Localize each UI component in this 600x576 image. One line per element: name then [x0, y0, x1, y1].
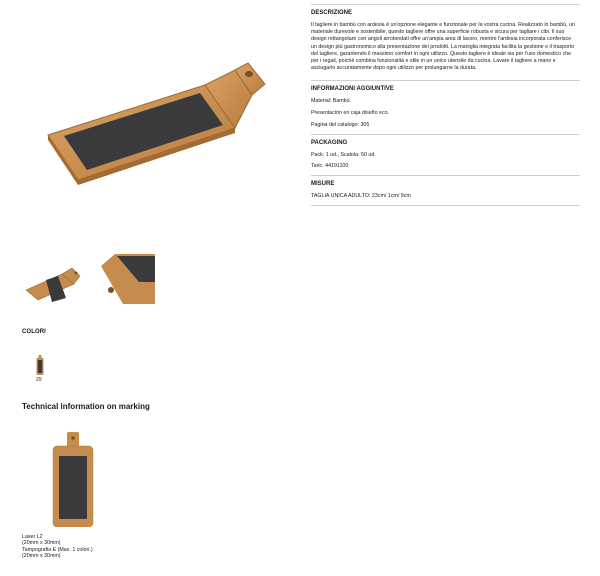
- divider: [311, 134, 580, 135]
- size-title: MISURE: [311, 180, 335, 187]
- packaging-title: PACKAGING: [311, 139, 348, 146]
- product-details-column: [311, 4, 581, 206]
- packaging-line: Taric: 44191100: [311, 163, 349, 170]
- info-title: INFORMAZIONI AGGIUNTIVE: [311, 86, 394, 93]
- divider: [311, 4, 580, 5]
- divider: [311, 205, 580, 206]
- size-line: TAGLIA UNICA ADULTO: 23cm/ 1cm/ 9cm: [311, 192, 411, 199]
- divider: [311, 80, 580, 81]
- product-thumbnail-2[interactable]: [95, 252, 155, 304]
- packaging-line: Pack: 1 ud., Scatola: 50 ud.: [311, 151, 376, 158]
- color-swatch[interactable]: [36, 355, 44, 375]
- marking-product-image: [48, 432, 98, 527]
- description-title: DESCRIZIONE: [311, 10, 353, 16]
- marking-line: Laser L2: [22, 534, 43, 540]
- marking-title: Technical information on marking: [22, 402, 150, 411]
- product-main-image: [30, 40, 270, 205]
- product-thumbnail-1[interactable]: [22, 256, 84, 306]
- description-text: Il tagliere in bambù con ardesia è un'opzione elegante e funzionale per la vostra cucina. Realizzato in bambù, un materiale durevole e sostenibile, questo tagliere offre una superficie robusta e sicura per tagliare i cibi. Il suo design rettangolare con angoli arrotondati offre un'ampia area di lavoro, mentre l'ardesia incorporata conferisce un design più gastronomico alla presentazione dei prodotti. La maniglia integrata facilita la gestione e il trasporto del tagliere, garantendo il massimo comfort in ogni utilizzo. Questo tagliere è ideale sia per l'uso domestico che per i regali, poiché combina funzionalità e stile in un unico utensile da cucina. Lavare il tagliere a mano e asciugarlo accuratamente dopo ogni utilizzo per prolungarne la durata.: [311, 22, 575, 72]
- divider: [311, 175, 580, 176]
- marking-line: (20mm x 30mm): [22, 540, 61, 547]
- info-line: Pagina del catalogo: 305: [311, 121, 370, 128]
- color-code: 29: [36, 377, 42, 383]
- info-line: Material: Bambú.: [311, 98, 352, 105]
- marking-line: Tampografia E (Max. 1 colori.): [22, 546, 93, 553]
- info-line: Presentación en caja diseño eco.: [311, 110, 390, 117]
- marking-details: [22, 534, 152, 560]
- marking-line: (20mm x 30mm): [22, 553, 61, 560]
- colors-title: COLORI: [22, 329, 46, 335]
